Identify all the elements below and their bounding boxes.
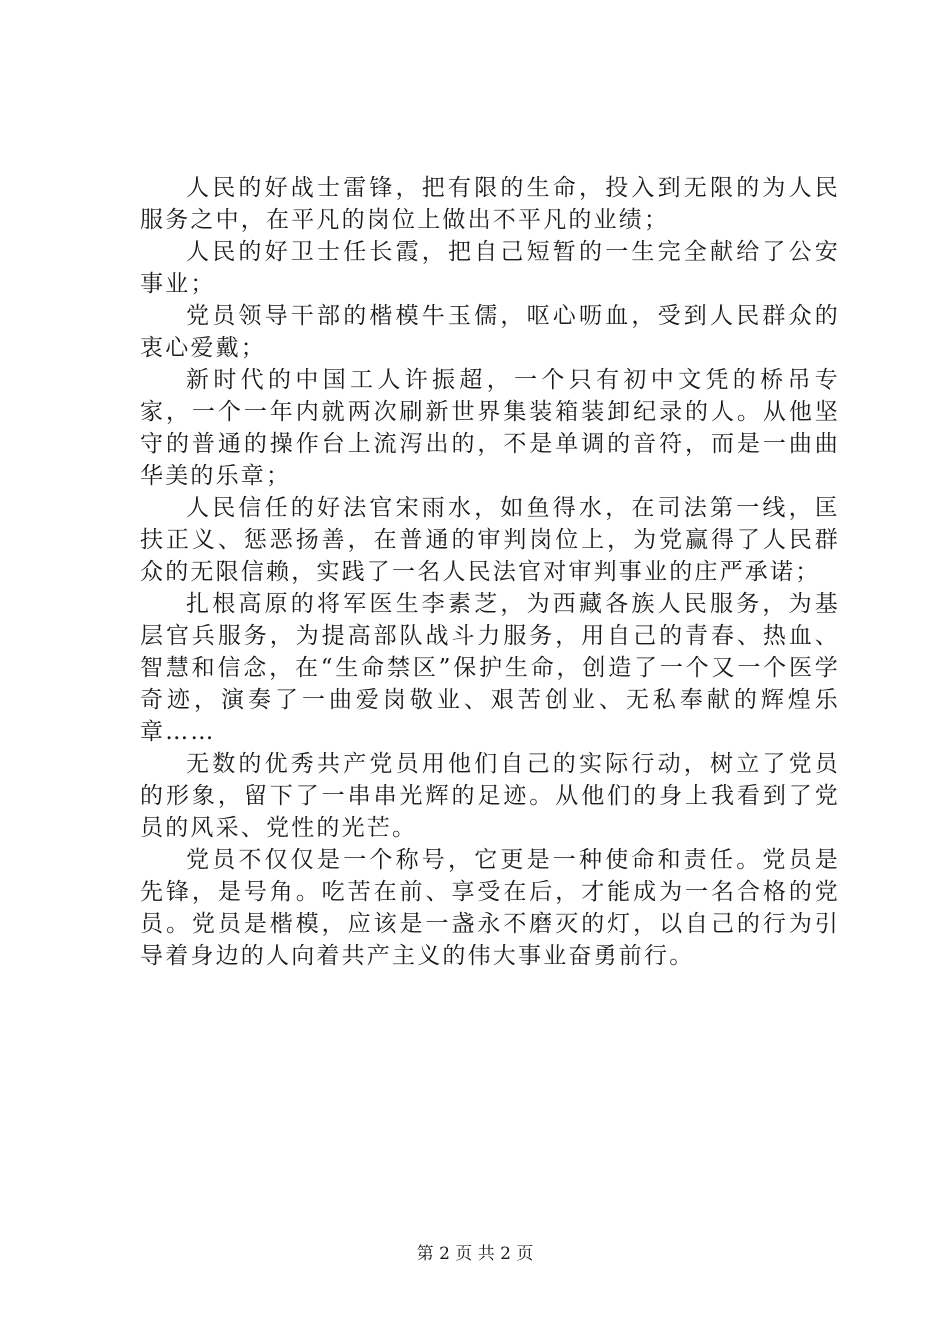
paragraph-li-suzhi: 扎根高原的将军医生李素芝，为西藏各族人民服务，为基层官兵服务，为提高部队战斗力服务，用自己的青春、热血、智慧和信念，在“生命禁区”保护生命，创造了一个又一个医学奇迹，演奏了一曲爱岗敬业、艰苦创业、无私奉献的辉煌乐章…… [140, 591, 840, 745]
document-body [140, 172, 840, 972]
paragraph-niu-yuru: 党员领导干部的楷模牛玉儒，呕心呖血，受到人民群众的衷心爱戴； [140, 303, 840, 361]
paragraph-xu-zhenchao: 新时代的中国工人许振超，一个只有初中文凭的桥吊专家，一个一年内就两次刷新世界集装箱装卸纪录的人。从他坚守的普通的操作台上流泻出的，不是单调的音符，而是一曲曲华美的乐章； [140, 367, 840, 489]
paragraph-song-yushui: 人民信任的好法官宋雨水，如鱼得水，在司法第一线，匡扶正义、惩恶扬善，在普通的审判岗位上，为党赢得了人民群众的无限信赖，实践了一名人民法官对审判事业的庄严承诺； [140, 495, 840, 585]
paragraph-lei-feng: 人民的好战士雷锋，把有限的生命，投入到无限的为人民服务之中，在平凡的岗位上做出不平凡的业绩； [140, 175, 840, 233]
paragraph-party-members: 无数的优秀共产党员用他们自己的实际行动，树立了党员的形象，留下了一串串光辉的足迹。从他们的身上我看到了党员的风采、党性的光芒。 [140, 751, 840, 841]
paragraph-responsibility: 党员不仅仅是一个称号，它更是一种使命和责任。党员是先锋，是号角。吃苦在前、享受在后，才能成为一名合格的党员。党员是楷模，应该是一盏永不磨灭的灯，以自己的行为引导着身边的人向着共产主义的伟大事业奋勇前行。 [140, 847, 840, 969]
paragraph-ren-changxia: 人民的好卫士任长霞，把自己短暂的一生完全献给了公安事业； [140, 239, 840, 297]
page-number-footer: 第 2 页 共 2 页 [416, 1244, 534, 1264]
